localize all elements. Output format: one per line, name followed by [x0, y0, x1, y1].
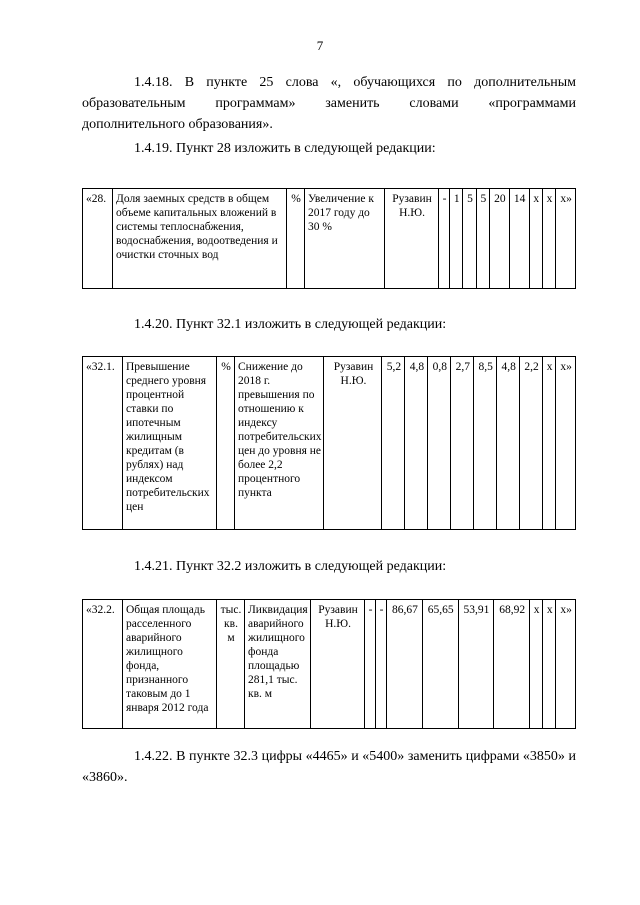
value-cell: х: [529, 189, 542, 289]
indicator-name: Превышение среднего уровня процентной ставки по ипотечным жилищным кредитам (в рублях) над индексом потребительских цен: [123, 357, 217, 530]
target-value: Увеличение к 2017 году до 30 %: [305, 189, 385, 289]
responsible: Рузавин Н.Ю.: [385, 189, 439, 289]
table-item-28: [82, 188, 576, 289]
value-cell: 20: [489, 189, 509, 289]
value-cell: -: [439, 189, 450, 289]
paragraph-1-4-20: 1.4.20. Пункт 32.1 изложить в следующей редакции:: [134, 317, 447, 332]
value-cell: 8,5: [474, 357, 497, 530]
paragraph-1-4-19: 1.4.19. Пункт 28 изложить в следующей редакции:: [134, 141, 436, 156]
value-cell: 2,7: [451, 357, 474, 530]
value-cell: 14: [509, 189, 529, 289]
value-cell: 5: [463, 189, 476, 289]
value-cell: х: [542, 189, 555, 289]
table-item-32-2: [82, 599, 576, 729]
responsible: Рузавин Н.Ю.: [324, 357, 382, 530]
value-cell: 2,2: [520, 357, 543, 530]
value-cell: 5,2: [382, 357, 405, 530]
value-cell: 68,92: [494, 600, 530, 729]
value-cell: х»: [556, 189, 576, 289]
value-cell: 65,65: [422, 600, 458, 729]
target-value: Ликвидация аварийного жилищного фонда площадью 281,1 тыс. кв. м: [245, 600, 311, 729]
unit: тыс. кв. м: [217, 600, 245, 729]
item-number: «32.1.: [83, 357, 123, 530]
value-cell: 5: [476, 189, 489, 289]
value-cell: х: [543, 600, 556, 729]
value-cell: х: [543, 357, 556, 530]
value-cell: х»: [556, 600, 576, 729]
value-cell: х»: [556, 357, 576, 530]
unit: %: [217, 357, 235, 530]
value-cell: 0,8: [428, 357, 451, 530]
target-value: Снижение до 2018 г. превышения по отношению к индексу потребительских цен до уровня не более 2,2 процентного пункта: [235, 357, 324, 530]
value-cell: 53,91: [458, 600, 494, 729]
value-cell: 1: [450, 189, 463, 289]
value-cell: 4,8: [405, 357, 428, 530]
unit: %: [287, 189, 305, 289]
indicator-name: Общая площадь расселенного аварийного жилищного фонда, признанного таковым до 1 января 2012 года: [123, 600, 217, 729]
paragraph-1-4-22: 1.4.22. В пункте 32.3 цифры «4465» и «5400» заменить цифрами «3850» и «3860».: [82, 749, 576, 785]
table-row: [83, 600, 576, 729]
paragraph-1-4-18: 1.4.18. В пункте 25 слова «, обучающихся по дополнительным образовательным программам» заменить словами «программами дополнительного образования».: [82, 75, 576, 132]
value-cell: -: [376, 600, 387, 729]
indicator-name: Доля заемных средств в общем объеме капитальных вложений в системы теплоснабжения, водоснабжения, водоотведения и очистки сточных вод: [113, 189, 287, 289]
value-cell: х: [530, 600, 543, 729]
table-row: [83, 357, 576, 530]
page-number: 7: [316, 38, 324, 53]
responsible: Рузавин Н.Ю.: [311, 600, 365, 729]
value-cell: 4,8: [497, 357, 520, 530]
table-row: [83, 189, 576, 289]
value-cell: -: [365, 600, 376, 729]
item-number: «28.: [83, 189, 113, 289]
table-item-32-1: [82, 356, 576, 530]
item-number: «32.2.: [83, 600, 123, 729]
paragraph-1-4-21: 1.4.21. Пункт 32.2 изложить в следующей редакции:: [134, 559, 447, 574]
value-cell: 86,67: [387, 600, 423, 729]
